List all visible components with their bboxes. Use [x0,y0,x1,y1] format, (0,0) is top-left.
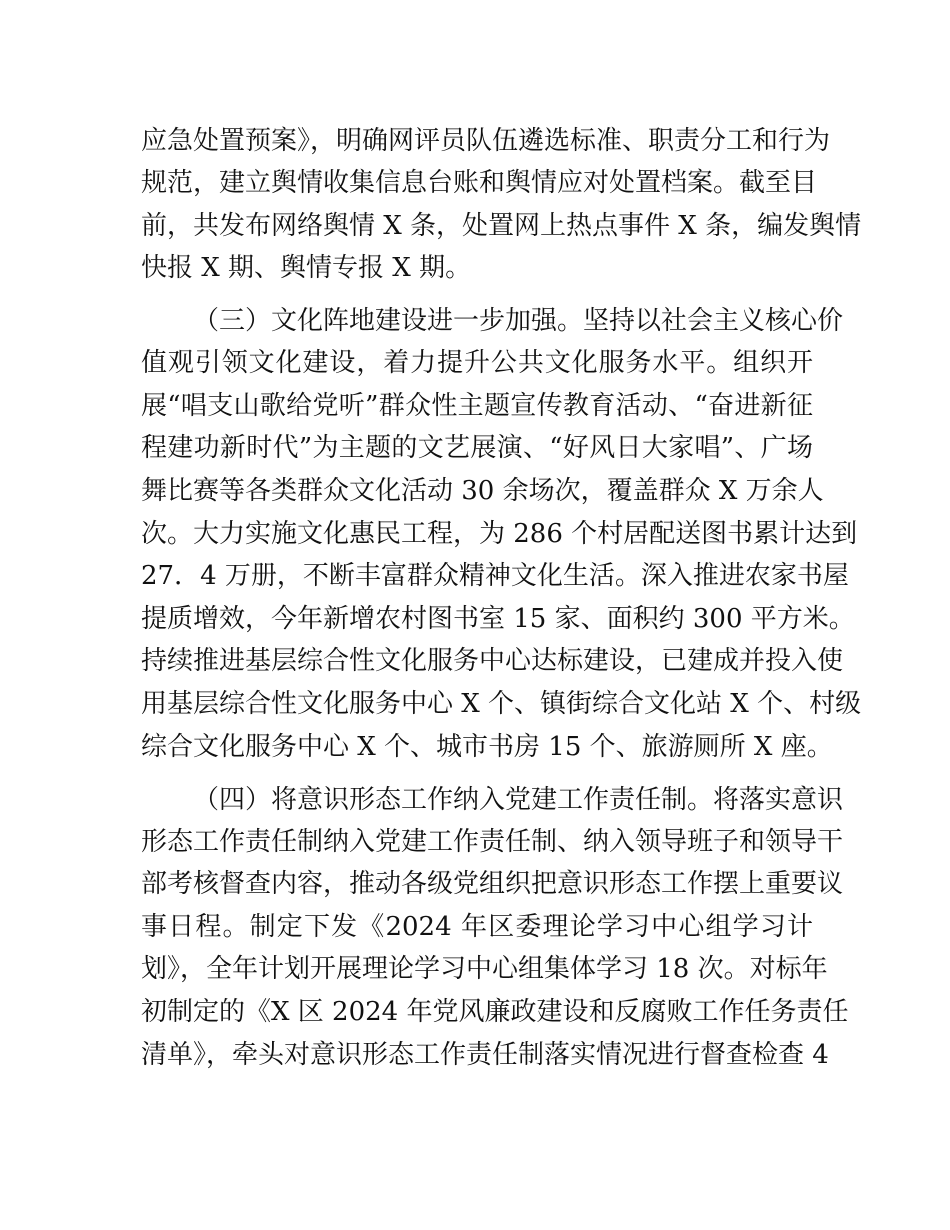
body-text-line: 展“唱支山歌给党听”群众性主题宣传教育活动、“奋进新征 [141,391,813,421]
section-heading-line: （四）将意识形态工作纳入党建工作责任制。将落实意识 [193,785,844,815]
body-text-line: 值观引领文化建设，着力提升公共文化服务水平。组织开 [141,348,813,378]
body-text-line: 27．4 万册，不断丰富群众精神文化生活。深入推进农家书屋 [141,561,849,591]
body-text-line: 程建功新时代”为主题的文艺展演、“好风日大家唱”、广场 [141,433,813,463]
body-text-line: 次。大力实施文化惠民工程，为 286 个村居配送图书累计达到 [141,519,858,549]
body-text-line: 综合文化服务中心 X 个、城市书房 15 个、旅游厕所 X 座。 [141,732,833,762]
body-text-line: 用基层综合性文化服务中心 X 个、镇街综合文化站 X 个、村级 [141,689,862,719]
body-text-line: 初制定的《X 区 2024 年党风廉政建设和反腐败工作任务责任 [141,997,849,1027]
body-text-line: 划》，全年计划开展理论学习中心组集体学习 18 次。对标年 [141,954,828,984]
body-text-line: 事日程。制定下发《2024 年区委理论学习中心组学习计 [141,912,813,942]
body-text-line: 清单》，牵头对意识形态工作责任制落实情况进行督查检查 4 [141,1040,829,1070]
section-heading-line: （三）文化阵地建设进一步加强。坚持以社会主义核心价 [193,306,844,336]
body-text-line: 部考核督查内容，推动各级党组织把意识形态工作摆上重要议 [141,869,844,899]
body-text-line: 舞比赛等各类群众文化活动 30 余场次，覆盖群众 X 万余人 [141,476,824,506]
body-text-line: 规范，建立舆情收集信息台账和舆情应对处置档案。截至目 [141,168,818,198]
body-text-line: 快报 X 期、舆情专报 X 期。 [141,253,472,283]
body-text-line: 前，共发布网络舆情 X 条，处置网上热点事件 X 条，编发舆情 [141,211,862,241]
body-text-line: 持续推进基层综合性文化服务中心达标建设，已建成并投入使 [141,646,844,676]
body-text-line: 应急处置预案》，明确网评员队伍遴选标准、职责分工和行为 [141,126,831,156]
body-text-line: 形态工作责任制纳入党建工作责任制、纳入领导班子和领导干 [141,827,844,857]
body-text-line: 提质增效，今年新增农村图书室 15 家、面积约 300 平方米。 [141,604,855,634]
